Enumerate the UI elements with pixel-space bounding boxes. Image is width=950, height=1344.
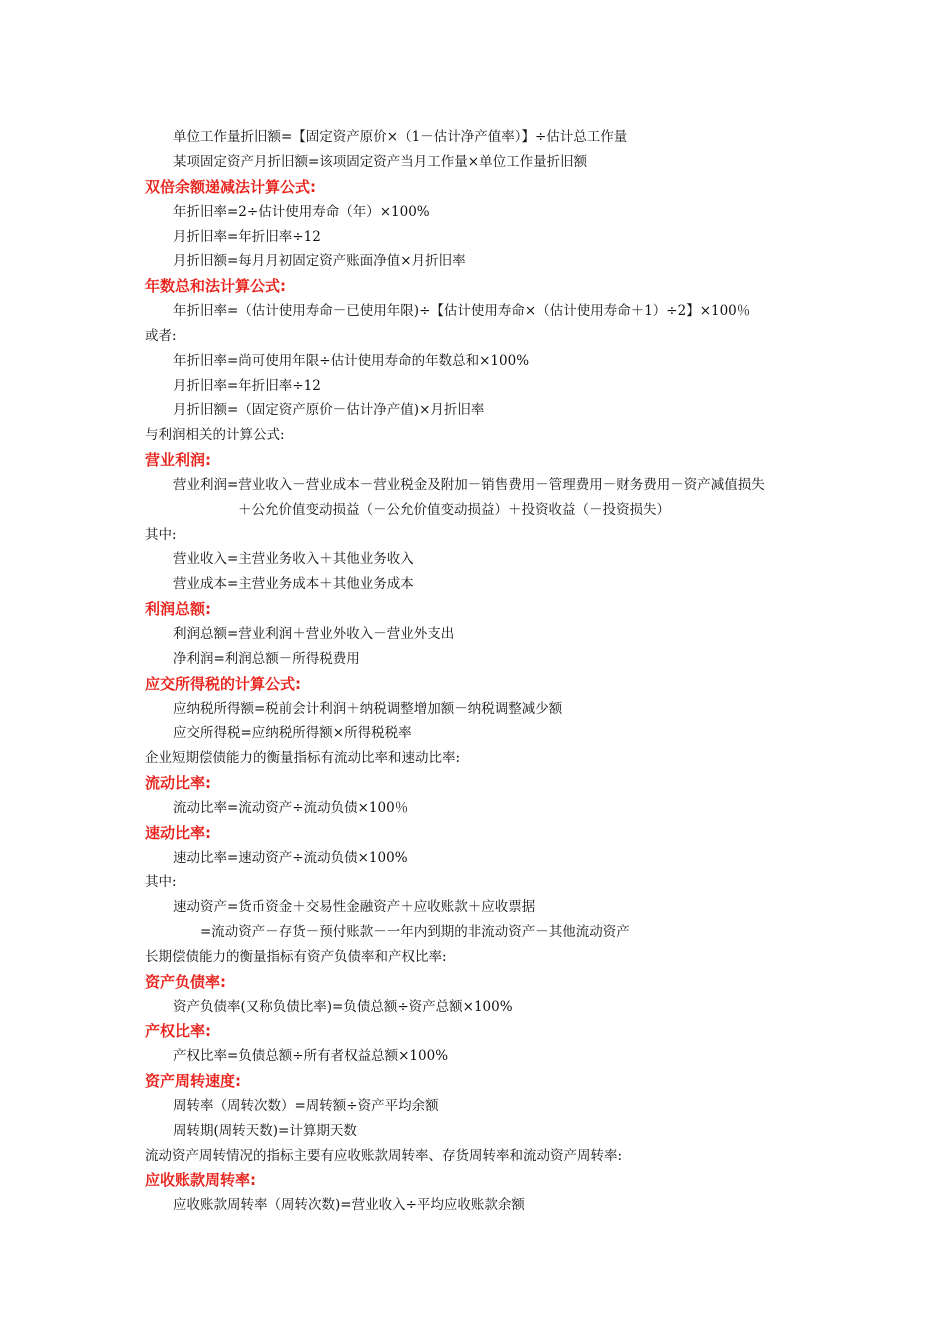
heading-debt-ratio: 资产负债率: xyxy=(145,973,226,991)
formula-monthly-depreciation-workload: 某项固定资产月折旧额=该项固定资产当月工作量×单位工作量折旧额 xyxy=(173,154,588,170)
text-among-2: 其中: xyxy=(145,874,177,890)
formula-taxable-income: 应纳税所得额=税前会计利润＋纳税调整增加额－纳税调整减少额 xyxy=(173,701,563,717)
formula-total-profit: 利润总额=营业利润＋营业外收入－营业外支出 xyxy=(173,626,455,642)
text-among-1: 其中: xyxy=(145,527,177,543)
text-profit-formulas-intro: 与利润相关的计算公式: xyxy=(145,427,285,443)
formula-turnover-period: 周转期(周转天数)=计算期天数 xyxy=(173,1123,357,1139)
heading-current-ratio: 流动比率: xyxy=(145,774,211,792)
heading-quick-ratio: 速动比率: xyxy=(145,824,211,842)
formula-quick-assets-alt: =流动资产－存货－预付账款－一年内到期的非流动资产－其他流动资产 xyxy=(200,924,630,940)
heading-operating-profit: 营业利润: xyxy=(145,451,211,469)
formula-operating-profit: 营业利润=营业收入－营业成本－营业税金及附加－销售费用－管理费用－财务费用－资产减值损失 xyxy=(173,477,765,493)
formula-operating-profit-cont: ＋公允价值变动损益（－公允价值变动损益）＋投资收益（－投资损失） xyxy=(238,502,670,518)
text-or: 或者: xyxy=(145,328,177,344)
text-current-asset-turnover: 流动资产周转情况的指标主要有应收账款周转率、存货周转率和流动资产周转率: xyxy=(145,1148,623,1164)
formula-quick-assets: 速动资产=货币资金＋交易性金融资产＋应收账款＋应收票据 xyxy=(173,899,536,915)
text-long-term-solvency: 长期偿债能力的衡量指标有资产负债率和产权比率: xyxy=(145,949,447,965)
formula-monthly-rate-ddb: 月折旧率=年折旧率÷12 xyxy=(173,229,321,245)
formula-receivables-turnover: 应收账款周转率（周转次数)=营业收入÷平均应收账款余额 xyxy=(173,1197,525,1213)
formula-income-tax-payable: 应交所得税=应纳税所得额×所得税税率 xyxy=(173,725,412,741)
heading-receivables-turnover: 应收账款周转率: xyxy=(145,1171,256,1189)
formula-annual-rate-ddb: 年折旧率=2÷估计使用寿命（年）×100% xyxy=(173,204,430,220)
formula-operating-cost: 营业成本=主营业务成本＋其他业务成本 xyxy=(173,576,414,592)
formula-monthly-amount-syd: 月折旧额=（固定资产原价－估计净产值)×月折旧率 xyxy=(173,402,485,418)
heading-sum-of-years: 年数总和法计算公式: xyxy=(145,277,286,295)
formula-monthly-amount-ddb: 月折旧额=每月月初固定资产账面净值×月折旧率 xyxy=(173,253,466,269)
formula-operating-revenue: 营业收入=主营业务收入＋其他业务收入 xyxy=(173,551,414,567)
formula-current-ratio: 流动比率=流动资产÷流动负债×100％ xyxy=(173,800,409,816)
formula-unit-workload-depreciation: 单位工作量折旧额=【固定资产原价×（1－估计净产值率）】÷估计总工作量 xyxy=(173,129,628,145)
formula-debt-ratio: 资产负债率(又称负债比率)=负债总额÷资产总额×100% xyxy=(173,999,513,1015)
formula-monthly-rate-syd: 月折旧率=年折旧率÷12 xyxy=(173,378,321,394)
heading-income-tax: 应交所得税的计算公式: xyxy=(145,675,301,693)
heading-equity-ratio: 产权比率: xyxy=(145,1022,211,1040)
text-short-term-solvency: 企业短期偿债能力的衡量指标有流动比率和速动比率: xyxy=(145,750,461,766)
heading-asset-turnover: 资产周转速度: xyxy=(145,1072,241,1090)
formula-quick-ratio: 速动比率=速动资产÷流动负债×100% xyxy=(173,850,408,866)
formula-net-profit: 净利润=利润总额－所得税费用 xyxy=(173,651,360,667)
heading-total-profit: 利润总额: xyxy=(145,600,211,618)
formula-turnover-rate: 周转率（周转次数）=周转额÷资产平均余额 xyxy=(173,1098,439,1114)
formula-annual-rate-syd: 年折旧率=（估计使用寿命－已使用年限)÷【估计使用寿命×（估计使用寿命＋1）÷2】×100％ xyxy=(173,303,751,319)
formula-annual-rate-syd-alt: 年折旧率=尚可使用年限÷估计使用寿命的年数总和×100% xyxy=(173,353,530,369)
formula-equity-ratio: 产权比率=负债总额÷所有者权益总额×100% xyxy=(173,1048,449,1064)
heading-double-declining: 双倍余额递减法计算公式: xyxy=(145,178,316,196)
